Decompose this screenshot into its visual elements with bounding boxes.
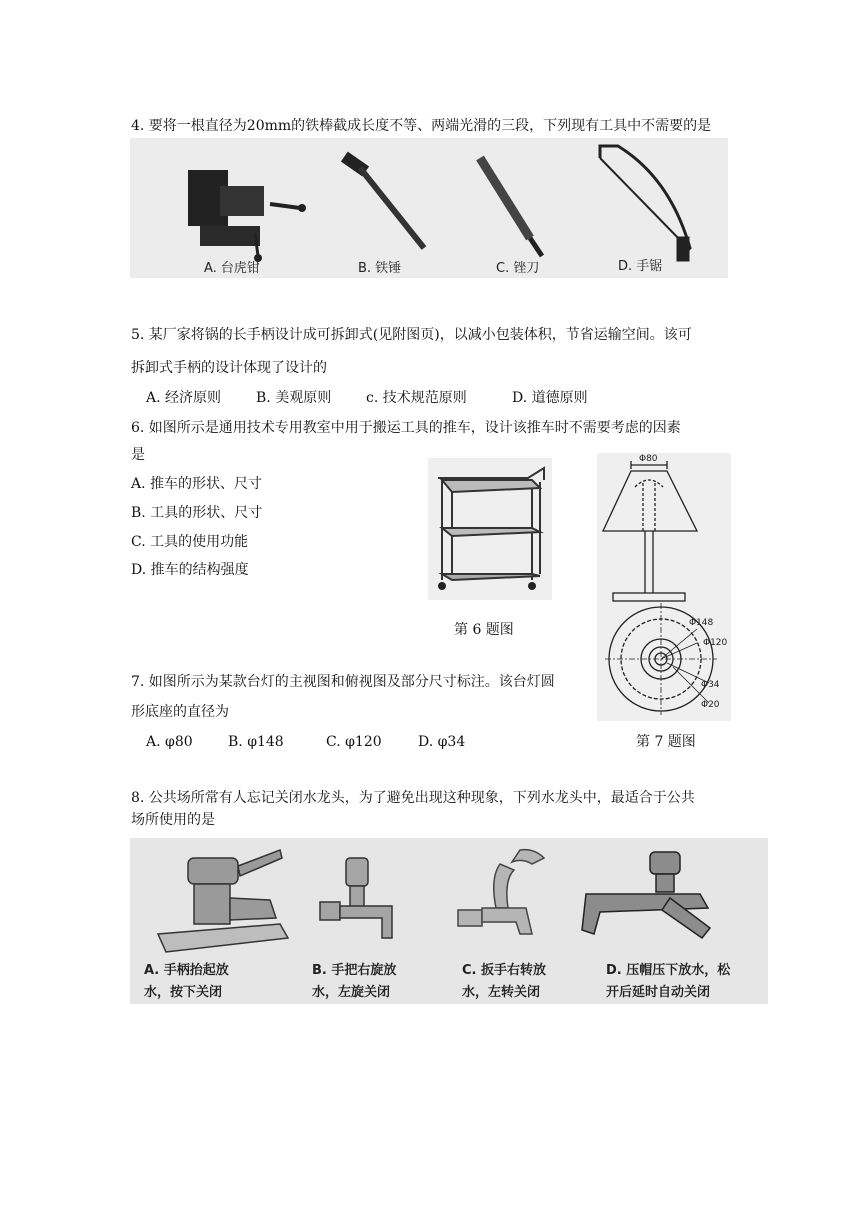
- q7-lamp-figure: [597, 453, 731, 721]
- q6-option-c: C. 工具的使用功能: [131, 534, 249, 550]
- q4-option-c: C. 锉刀: [496, 261, 540, 276]
- file-image: [480, 158, 542, 256]
- q7-option-b: B. φ148: [228, 734, 284, 750]
- q4-option-a: A. 台虎钳: [204, 261, 260, 276]
- q6-line1: 6. 如图所示是通用技术专用教室中用于搬运工具的推车，设计该推车时不需要考虑的因素: [131, 420, 681, 436]
- dim-34-label: Φ34: [701, 680, 720, 690]
- bench-vise-image: [188, 170, 306, 262]
- q5-option-c: c. 技术规范原则: [366, 390, 467, 406]
- q7-option-d: D. φ34: [418, 734, 466, 750]
- q4-option-b: B. 铁锤: [358, 261, 402, 276]
- q5-line2: 拆卸式手柄的设计体现了设计的: [131, 360, 327, 376]
- faucet-b-image: [320, 858, 392, 938]
- q6-option-b: B. 工具的形状、尺寸: [131, 505, 263, 521]
- q7-option-a: A. φ80: [146, 734, 193, 750]
- q8-option-d-line2: 开后延时自动关闭: [606, 985, 711, 1000]
- hammer-image: [341, 152, 424, 248]
- q8-option-b-line2: 水，左旋关闭: [312, 985, 391, 1000]
- q4-tools-drawing: [130, 138, 728, 278]
- q8-option-b-line1: B. 手把右旋放: [312, 963, 397, 978]
- dim-20-label: Φ20: [701, 700, 720, 710]
- lamp-drawing: [597, 453, 731, 721]
- q5-line1: 5. 某厂家将锅的长手柄设计成可拆卸式(见附图页)，以减小包装体积，节省运输空间。该可: [131, 327, 692, 343]
- q4-tools-figure: [130, 138, 728, 278]
- q5-option-d: D. 道德原则: [512, 390, 588, 406]
- q8-option-d-line1: D. 压帽压下放水，松: [606, 963, 731, 978]
- q7-line1: 7. 如图所示为某款台灯的主视图和俯视图及部分尺寸标注。该台灯圆: [131, 674, 555, 690]
- dim-148-label: Φ148: [689, 618, 714, 628]
- q8-option-c-line1: C. 扳手右转放: [462, 963, 547, 978]
- q5-option-a: A. 经济原则: [146, 390, 222, 406]
- faucet-a-image: [158, 850, 288, 952]
- q8-option-a-line2: 水，按下关闭: [144, 985, 223, 1000]
- hacksaw-image: [600, 146, 690, 260]
- q4-text: 4. 要将一根直径为20mm的铁棒截成长度不等、两端光滑的三段，下列现有工具中不需要的是: [131, 118, 712, 134]
- q7-figure-caption: 第 7 题图: [636, 734, 696, 750]
- q8-line1: 8. 公共场所常有人忘记关闭水龙头，为了避免出现这种现象，下列水龙头中，最适合于公共: [131, 790, 695, 806]
- cart-drawing: [428, 458, 552, 600]
- dim-120-label: Φ120: [703, 638, 728, 648]
- faucet-c-image: [458, 850, 544, 934]
- q8-line2: 场所使用的是: [131, 812, 215, 828]
- q6-line2: 是: [131, 447, 145, 463]
- q6-figure-caption: 第 6 题图: [454, 622, 514, 638]
- q4-option-d: D. 手锯: [618, 259, 663, 274]
- q8-option-a-line1: A. 手柄抬起放: [144, 963, 229, 978]
- q5-option-b: B. 美观原则: [256, 390, 332, 406]
- dim-top-label: Φ80: [639, 454, 658, 464]
- q7-option-c: C. φ120: [326, 734, 382, 750]
- q7-line2: 形底座的直径为: [131, 704, 229, 720]
- q8-faucets-figure: [130, 838, 768, 1004]
- faucet-d-image: [582, 852, 710, 938]
- q8-option-c-line2: 水，左转关闭: [462, 985, 541, 1000]
- q6-cart-figure: [428, 458, 552, 600]
- q6-option-a: A. 推车的形状、尺寸: [131, 476, 263, 492]
- q6-option-d: D. 推车的结构强度: [131, 562, 249, 578]
